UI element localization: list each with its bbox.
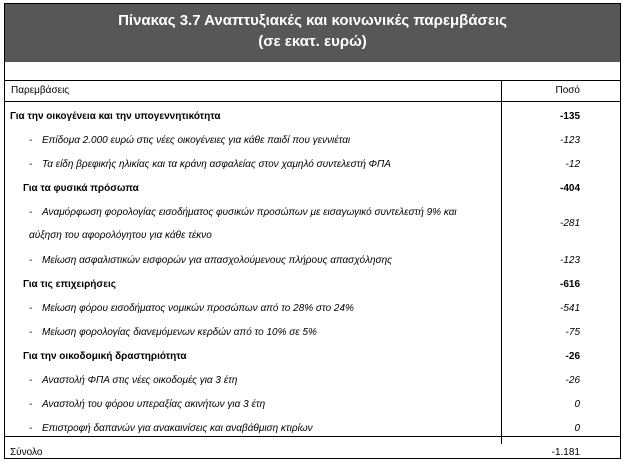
table-row <box>5 297 620 319</box>
row-value: 0 <box>574 399 580 410</box>
row-label <box>5 153 495 175</box>
row-label-text: Μείωση φορολογίας διανεμόμενων κερδών από το 10% σε 5% <box>42 327 317 338</box>
table-bottom-rule <box>5 436 620 437</box>
row-label <box>5 201 495 247</box>
table-row <box>5 393 620 415</box>
row-label <box>5 369 495 391</box>
row-label-text: Αναστολή ΦΠΑ στις νέες οικοδομές για 3 έτη <box>42 375 238 386</box>
column-header-row <box>5 80 620 102</box>
row-value: -12 <box>565 159 580 170</box>
column-header-label: Παρεμβάσεις <box>11 85 70 96</box>
table-row <box>5 201 620 247</box>
row-label: Για την οικοδομική δραστηριότητα <box>23 351 187 362</box>
row-value: -123 <box>559 135 580 146</box>
row-label-text: Μείωση φόρου εισοδήματος νομικών προσώπων από το 28% στο 24% <box>42 303 354 314</box>
bullet-dash: - <box>29 375 33 386</box>
category-row <box>5 105 620 127</box>
row-value: -281 <box>559 218 580 229</box>
row-value: -75 <box>565 327 580 338</box>
bullet-dash: - <box>29 207 33 218</box>
row-label-text: Επίδομα 2.000 ευρώ στις νέες οικογένειες για κάθε παιδί που γεννιέται <box>42 135 351 146</box>
table-row <box>5 369 620 391</box>
table-row <box>5 249 620 271</box>
title-line-1: Πίνακας 3.7 Αναπτυξιακές και κοινωνικές παρεμβάσεις <box>118 12 507 29</box>
row-value: -135 <box>559 111 580 122</box>
row-label-text: Μείωση ασφαλιστικών εισφορών για απασχολούμενους πλήρους απασχόλησης <box>42 255 392 266</box>
row-value: -616 <box>559 279 580 290</box>
row-label <box>5 393 495 415</box>
table-title <box>5 4 620 62</box>
bullet-dash: - <box>29 135 33 146</box>
table-frame <box>4 3 621 459</box>
table-row <box>5 321 620 343</box>
row-label <box>5 129 495 151</box>
row-value: 0 <box>574 423 580 434</box>
row-label-text: Επιστροφή δαπανών για ανακαινίσεις και αναβάθμιση κτιρίων <box>42 423 313 434</box>
table-row <box>5 153 620 175</box>
row-value: -404 <box>559 183 580 194</box>
table-row <box>5 129 620 151</box>
row-label-text: Αναστολή του φόρου υπεραξίας ακινήτων για 3 έτη <box>42 399 266 410</box>
row-label-text-continued: αύξηση του αφορολόγητου για κάθε τέκνο <box>29 230 212 241</box>
bullet-dash: - <box>29 159 33 170</box>
row-value: -123 <box>559 255 580 266</box>
row-value: -1.181 <box>551 447 580 458</box>
row-label: Για την οικογένεια και την υπογεννητικότητα <box>10 111 221 122</box>
row-label <box>5 297 495 319</box>
bullet-dash: - <box>29 303 33 314</box>
column-header-value: Ποσό <box>555 85 580 96</box>
total-row <box>5 441 620 461</box>
category-row <box>5 177 620 199</box>
row-label-text: Αναμόρφωση φορολογίας εισοδήματος φυσικών προσώπων με εισαγωγικό συντελεστή 9% και <box>42 207 457 218</box>
row-label <box>5 249 495 271</box>
category-row <box>5 345 620 367</box>
bullet-dash: - <box>29 423 33 434</box>
row-label: Για τα φυσικά πρόσωπα <box>23 183 139 194</box>
category-row <box>5 273 620 295</box>
row-value: -541 <box>559 303 580 314</box>
row-value: -26 <box>565 375 580 386</box>
row-label: Σύνολο <box>10 447 43 458</box>
title-line-2: (σε εκατ. ευρώ) <box>258 33 367 50</box>
row-label <box>5 321 495 343</box>
bullet-dash: - <box>29 327 33 338</box>
row-label-text: Τα είδη βρεφικής ηλικίας και τα κράνη ασφαλείας στον χαμηλό συντελεστή ΦΠΑ <box>42 159 391 170</box>
bullet-dash: - <box>29 399 33 410</box>
row-label: Για τις επιχειρήσεις <box>23 279 116 290</box>
bullet-dash: - <box>29 255 33 266</box>
row-value: -26 <box>565 351 580 362</box>
